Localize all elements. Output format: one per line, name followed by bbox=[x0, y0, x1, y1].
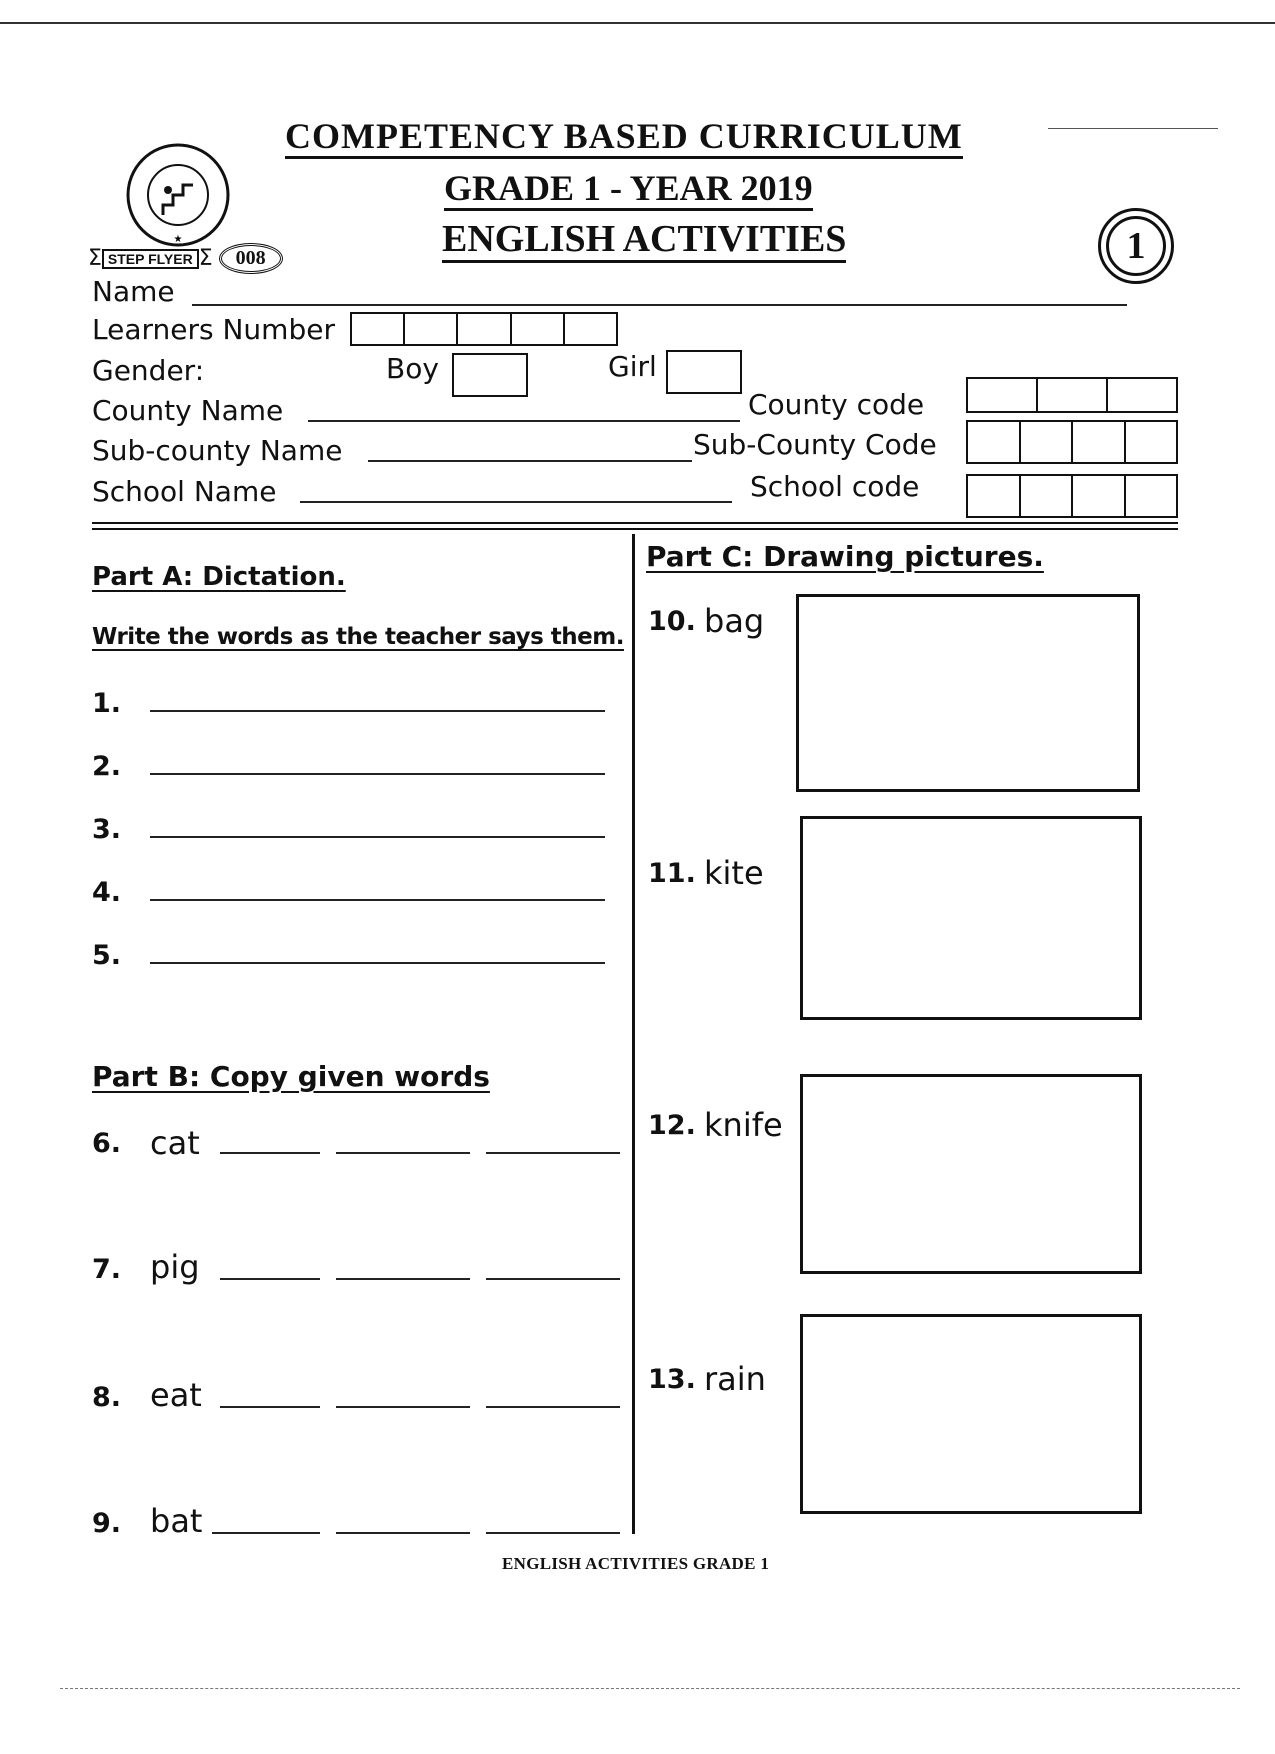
school-code-boxes[interactable] bbox=[966, 474, 1178, 518]
copy-line[interactable] bbox=[220, 1278, 320, 1280]
part-b-word: bat bbox=[150, 1502, 203, 1540]
title-curriculum: COMPETENCY BASED CURRICULUM bbox=[285, 116, 963, 159]
copy-line[interactable] bbox=[486, 1278, 620, 1280]
girl-checkbox[interactable] bbox=[666, 350, 742, 394]
copy-line[interactable] bbox=[220, 1406, 320, 1408]
part-a-instruction: Write the words as the teacher says them. bbox=[92, 624, 624, 650]
subcounty-name-field[interactable] bbox=[368, 460, 692, 462]
part-c-word: bag bbox=[704, 602, 765, 640]
copy-line[interactable] bbox=[336, 1152, 470, 1154]
part-b-item-number: 8. bbox=[92, 1382, 122, 1413]
county-name-field[interactable] bbox=[308, 420, 740, 422]
gender-label: Gender: bbox=[92, 354, 205, 387]
copy-line[interactable] bbox=[220, 1152, 320, 1154]
girl-label: Girl bbox=[608, 350, 657, 383]
part-c-heading: Part C: Drawing pictures. bbox=[646, 540, 1044, 573]
drawing-box-rain[interactable] bbox=[800, 1314, 1142, 1514]
county-code-label: County code bbox=[748, 388, 925, 421]
banner-left-ribbon-icon: Σ bbox=[88, 245, 102, 271]
part-a-item-number: 3. bbox=[92, 814, 122, 845]
dictation-answer-line[interactable] bbox=[150, 836, 605, 838]
title-grade-year: GRADE 1 - YEAR 2019 bbox=[444, 168, 813, 211]
top-edge-line bbox=[0, 22, 1275, 24]
bottom-edge-line bbox=[60, 1688, 1240, 1689]
part-a-heading: Part A: Dictation. bbox=[92, 562, 346, 592]
title-english-activities: ENGLISH ACTIVITIES bbox=[442, 218, 846, 263]
section-divider-top bbox=[92, 522, 1178, 524]
part-a-item-number: 2. bbox=[92, 751, 122, 782]
part-b-heading: Part B: Copy given words bbox=[92, 1060, 490, 1093]
county-name-label: County Name bbox=[92, 394, 284, 427]
learners-number-boxes[interactable] bbox=[350, 312, 618, 346]
county-code-boxes[interactable] bbox=[966, 377, 1178, 413]
part-c-item-number: 10. bbox=[648, 606, 696, 637]
part-c-item-number: 13. bbox=[648, 1364, 696, 1395]
copy-line[interactable] bbox=[486, 1406, 620, 1408]
copy-line[interactable] bbox=[212, 1532, 320, 1534]
title-rule-extension bbox=[1048, 128, 1218, 129]
dictation-answer-line[interactable] bbox=[150, 899, 605, 901]
part-b-word: cat bbox=[150, 1124, 200, 1162]
publisher-logo bbox=[88, 140, 368, 270]
part-a-item-number: 4. bbox=[92, 877, 122, 908]
school-name-field[interactable] bbox=[300, 501, 732, 503]
dictation-answer-line[interactable] bbox=[150, 773, 605, 775]
part-c-word: kite bbox=[704, 854, 764, 892]
column-divider bbox=[632, 534, 635, 1534]
part-b-word: pig bbox=[150, 1248, 200, 1286]
logo-banner-text: STEP FLYER bbox=[102, 249, 199, 269]
school-name-label: School Name bbox=[92, 475, 277, 508]
paper-number-badge bbox=[1098, 208, 1174, 284]
part-c-word: knife bbox=[704, 1106, 783, 1144]
logo-banner bbox=[88, 243, 283, 274]
drawing-box-kite[interactable] bbox=[800, 816, 1142, 1020]
banner-right-ribbon-icon: Σ bbox=[198, 245, 213, 271]
logo-emblem-icon bbox=[118, 140, 238, 250]
footer-text: ENGLISH ACTIVITIES GRADE 1 bbox=[502, 1554, 770, 1573]
copy-line[interactable] bbox=[486, 1152, 620, 1154]
svg-text:★: ★ bbox=[173, 234, 183, 245]
part-b-item-number: 6. bbox=[92, 1128, 122, 1159]
school-code-label: School code bbox=[750, 470, 920, 503]
part-b-item-number: 9. bbox=[92, 1508, 122, 1539]
part-b-word: eat bbox=[150, 1376, 202, 1414]
boy-checkbox[interactable] bbox=[452, 353, 528, 397]
paper-number: 1 bbox=[1126, 225, 1146, 267]
part-a-item-number: 1. bbox=[92, 688, 122, 719]
copy-line[interactable] bbox=[336, 1532, 470, 1534]
part-a-item-number: 5. bbox=[92, 940, 122, 971]
part-c-item-number: 12. bbox=[648, 1110, 696, 1141]
subcounty-code-boxes[interactable] bbox=[966, 420, 1178, 464]
copy-line[interactable] bbox=[336, 1278, 470, 1280]
name-field[interactable] bbox=[192, 304, 1127, 306]
subcounty-code-label: Sub-County Code bbox=[693, 428, 937, 461]
section-divider-bottom bbox=[92, 528, 1178, 530]
subcounty-name-label: Sub-county Name bbox=[92, 434, 343, 467]
name-label: Name bbox=[92, 275, 175, 308]
copy-line[interactable] bbox=[486, 1532, 620, 1534]
logo-code-badge: 008 bbox=[219, 243, 283, 274]
part-c-item-number: 11. bbox=[648, 858, 696, 889]
dictation-answer-line[interactable] bbox=[150, 710, 605, 712]
dictation-answer-line[interactable] bbox=[150, 962, 605, 964]
copy-line[interactable] bbox=[336, 1406, 470, 1408]
part-c-word: rain bbox=[704, 1360, 766, 1398]
drawing-box-knife[interactable] bbox=[800, 1074, 1142, 1274]
drawing-box-bag[interactable] bbox=[796, 594, 1140, 792]
learners-number-label: Learners Number bbox=[92, 313, 335, 346]
boy-label: Boy bbox=[386, 352, 439, 385]
part-b-item-number: 7. bbox=[92, 1254, 122, 1285]
